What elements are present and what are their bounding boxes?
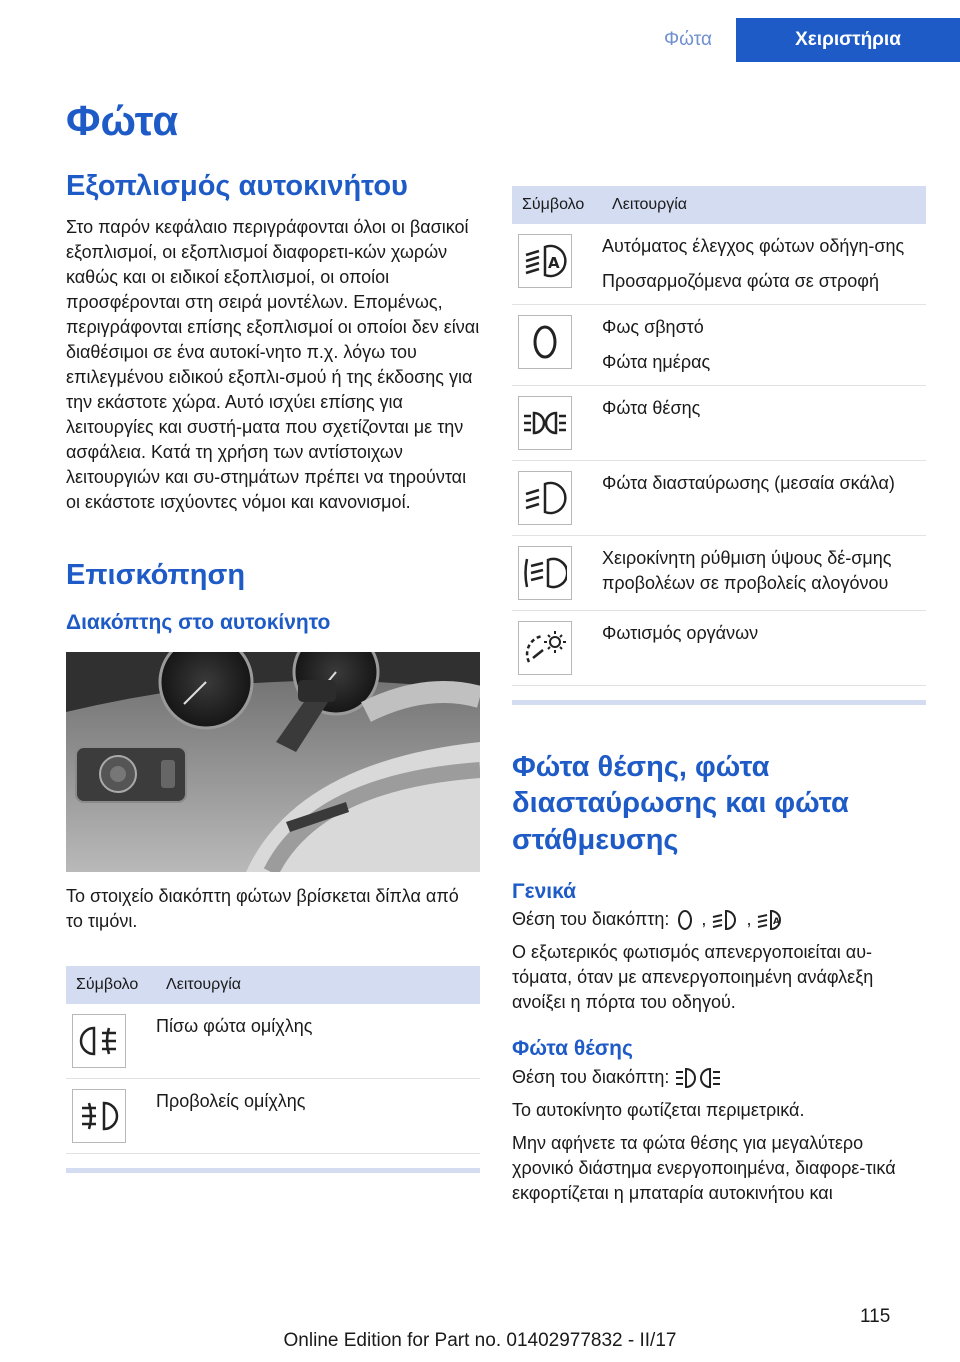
row-text: Προσαρμοζόμενα φώτα σε στροφή [602,271,879,291]
table-row [512,611,926,686]
svg-text:A: A [548,254,560,272]
col-symbol-header: Σύμβολο [522,196,585,213]
row-text: Αυτόματος έλεγχος φώτων οδήγη‐σης [602,236,905,256]
equipment-paragraph: Στο παρόν κεφάλαιο περιγράφονται όλοι οι βασικοί εξοπλισμοί, οι εξοπλισμοί διαφορετι‐κών χωρών καθώς και οι ειδικοί εξοπλισμοί, οι οποίοι προσφέρονται στη σειρά μοντέλων. Επομένως, περιγράφονται επίσης εξοπλισμοί οι οποίοι δεν είναι διαθέσιμοι σε ένα αυτοκί‐νητο π.χ. λόγω του επιλεγμένου ειδικού εξοπλι‐σμού ή της έκδοσης για την εκάστοτε χώρα. Αυτό ισχύει επίσης για λειτουργίες και συστή‐ματα που σχετίζονται με την ασφάλεια. Κατά τη χρήση των αντίστοιχων λειτουργιών και συ‐στημάτων πρέπει να τηρούνται οι εκάστοτε ισχύοντες νόμοι και κανονισμοί. [66,216,480,512]
table-header [512,186,926,224]
col-function-header: Λειτουργία [166,976,242,994]
headlight-range-icon [518,546,572,600]
header-section-tab[interactable]: Φώτα [664,29,712,50]
row-text: Φως σβηστό [602,317,704,337]
table-row [66,1004,480,1079]
low-beam-icon [711,908,741,932]
right-column [512,186,926,1206]
header-chapter-tab[interactable]: Χειριστήρια [736,18,960,62]
page-number: 115 [860,1306,891,1327]
table-row [512,536,926,611]
auto-headlight-icon [518,234,572,288]
row-text: Φώτα ημέρας [602,352,711,372]
general-subheading: Γενικά [512,879,577,903]
instrument-lighting-icon [518,621,572,675]
parking-switch-label: Θέση του διακόπτη: [512,1066,670,1087]
col-symbol-header: Σύμβολο [76,976,139,994]
table-header [66,966,480,1004]
overview-heading: Επισκόπηση [66,558,246,591]
separator: , [746,909,752,930]
light-switch-table [512,186,926,705]
row-text: Πίσω φώτα ομίχλης [156,1016,313,1037]
equipment-heading: Εξοπλισμός αυτοκινήτου [66,170,408,203]
switch-position-label: Θέση του διακόπτη: [512,909,670,930]
row-text: Χειροκίνητη ρύθμιση ύψους δέ‐σμης προβολέων σε προβολείς αλογόνου [602,548,892,593]
page-title: Φώτα [66,97,179,144]
parking-light-icon [518,396,572,450]
switch-position-line [512,907,926,932]
general-text: Ο εξωτερικός φωτισμός απενεργοποιείται αυ‐τόματα, όταν με απενεργοποιημένη ανάφλεξη ανοίξει η πόρτα του οδηγού. [512,942,874,1013]
table-row [66,1079,480,1154]
table-end-rule [512,700,926,705]
row-text: Φώτα διασταύρωσης (μεσαία σκάλα) [602,473,895,493]
parking-text-2: Μην αφήνετε τα φώτα θέσης για μεγαλύτερο χρονικό διάστημα ενεργοποιημένα, διαφορε‐τικά εκφορτίζεται η μπαταρία αυτοκινήτου και [512,1132,896,1203]
rear-fog-light-icon [72,1014,126,1068]
row-text: Φώτα θέσης [602,398,701,418]
table-row [512,224,926,305]
lights-off-icon [674,908,696,932]
footer-edition: Online Edition for Part no. 01402977832 - II/17 [283,1330,677,1351]
left-column [66,96,480,1173]
parking-switch-line [512,1065,926,1090]
switch-subheading: Διακόπτης στο αυτοκίνητο [66,610,331,634]
auto-headlight-icon [756,908,786,932]
separator: , [701,909,707,930]
light-switch-photo [66,652,480,872]
lights-off-icon [518,315,572,369]
front-fog-light-icon [72,1089,126,1143]
low-beam-icon [518,471,572,525]
parking-lights-subheading: Φώτα θέσης [512,1037,633,1061]
parking-light-icon [674,1066,722,1090]
table-row [512,386,926,461]
table-end-rule [66,1168,480,1173]
table-row [512,461,926,536]
fog-lights-table [66,966,480,1173]
parking-text-1: Το αυτοκίνητο φωτίζεται περιμετρικά. [512,1099,805,1120]
col-function-header: Λειτουργία [612,196,688,213]
position-lights-heading: Φώτα θέσης, φώτα διασταύρωσης και φώτα στάθμευσης [512,751,849,856]
svg-text:A: A [773,917,781,928]
table-row [512,305,926,386]
row-text: Προβολείς ομίχλης [156,1091,306,1112]
row-text: Φωτισμός οργάνων [602,623,759,643]
switch-caption: Το στοιχείο διακόπτη φώτων βρίσκεται δίπλα από το τιμόνι. [66,886,459,932]
